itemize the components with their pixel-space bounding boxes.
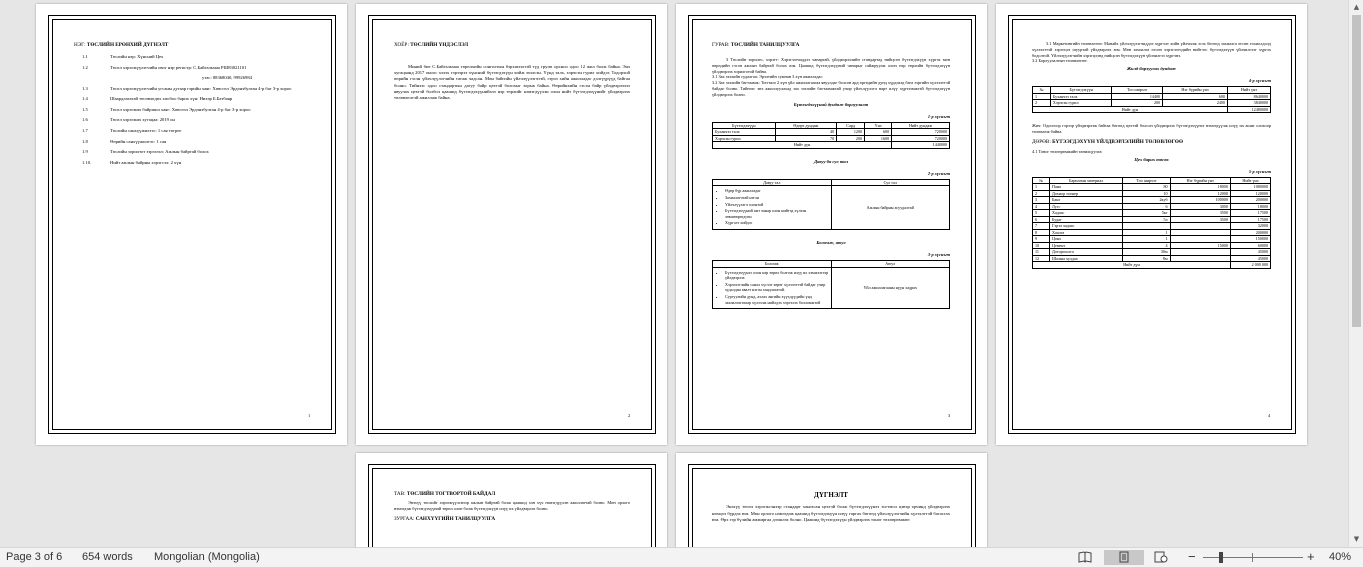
justification-paragraph: Миний бие С.Байгальмаа төрөлхийн сонголтын бэрхшээлтэй түд групп орсноо одоо 12 жил болж байна. Энэ хугацаанд 2017 оноос хэлэх гэрээрээ хүнсний бүтээгдэхүүн хийж эхэлсэн. Үүнд талх, хэрчсэн гурил хийдэг. Тодорхой өөрийн гэсэн үйлчлүүлэгчийн татаж чадсан. Мөн байгийн үйлчлүүлэгчтэй, гэрээ хийн ажилладаг дэлгүүрүүд байгаа болно. Тийнээс одоо стандартын дагуу байр цехтэй болохыг зорьж байна. Өөрийнхийн гэсэн байр үйлдвэрлэлээ явуулах цехтэй болбол цаашид бүтээгдэхүүнийхээ нэр төрлийг нэмэгдүүлэн олон нийт бүтээгдэхүүнийг үйлдвэрлэх төлөвлөлтэй ажиллаж байна.: [394, 64, 630, 100]
overview-item: [82, 139, 314, 145]
item-text: Төслийн санхүүжилтэс: 1 сая төгрөг: [110, 128, 182, 134]
table-cell: 3: [1033, 197, 1050, 204]
table-cell: Цонх: [1050, 236, 1123, 243]
table-cell: 3500: [1170, 210, 1230, 217]
table-cell: 200: [837, 135, 865, 142]
table-cell: 600: [865, 129, 892, 136]
column-header: Аюул: [831, 261, 950, 268]
table-cell: 200: [1112, 100, 1163, 107]
table-cell: 2куб: [1123, 197, 1170, 204]
table-cell: 18000: [1170, 184, 1230, 191]
column-header: Нийт дундаж: [892, 122, 950, 129]
status-bar: [0, 547, 1363, 567]
overview-item: [202, 75, 314, 81]
table2-label: 2-р хүснэгт: [927, 170, 950, 176]
table-cell: 8: [1033, 229, 1050, 236]
table-cell: Буханчээ талх: [713, 129, 776, 136]
column-header: Бүтээгдэхүүн: [1050, 87, 1112, 94]
column-header: Өдөрт дундаж: [775, 122, 836, 129]
column-header: Сард: [837, 122, 865, 129]
threat-cell: Үйл ажиллагааны нүүн хадрах: [831, 267, 950, 309]
table-cell: 720000: [892, 129, 950, 136]
scroll-thumb[interactable]: [1352, 15, 1361, 327]
item-number: 1.9: [82, 149, 88, 155]
table1-label: 1-р хүснэгт: [927, 113, 950, 119]
table2-title: Давуу ба сул тал: [813, 158, 849, 164]
strength-item: • Өдөр бүр ажилладаг: [725, 188, 829, 194]
project-intro: 3 Төслийн зорилго, хэрэгт: Хэрэглэгчиддээ чанартай, үйлдвэрлэлийн стандартад нийцсэн бүтээгдэхүүн хүргэх мөн өөрөдийн гэсэн ажлын байртай болох юм. Цаашид бүтээгдэхүүний чанарыг сайжруулж олон нэр төрлийн бүтээгдэхүүн үйлдвэрлэх зорилготой байна.: [712, 57, 950, 74]
table-cell: 10: [1033, 242, 1050, 249]
table-cell: Лугс: [1050, 203, 1123, 210]
overview-item: [82, 96, 314, 102]
note-paragraph: Жич: Одоогоор гэрээр үйлдвэрлэж байгаа бөгөөд цехтэй болсон үйлдвэрлэх бүтээгдэхүүнээ нэмэгдүүлж илүү их ашиг олохоор төлөвлөж байна.: [1032, 123, 1271, 135]
item-number: 1.4: [82, 96, 88, 102]
section-heading: ХОЁР: ТӨСЛИЙН ҮНДЭСЛЭЛ: [394, 42, 469, 48]
sales-table: [712, 122, 950, 149]
overview-item: [82, 149, 314, 155]
table-cell: 12000: [1170, 190, 1230, 197]
table-cell: 4: [1033, 203, 1050, 210]
table-cell: 10: [1123, 190, 1170, 197]
item-text: Төсөл хэрэгжүүлэгчийн угсаны дугаар гэрийн хаяг: Хөвсгөл Эрдэнэбулган 4-р баг 3-р хороо: [110, 85, 292, 91]
column-header: Үнэ: [865, 122, 892, 129]
total-label: Нийт дүн: [713, 142, 892, 149]
zoom-level[interactable]: 40%: [1329, 551, 1352, 563]
table-cell: 60000: [1230, 242, 1270, 249]
table-cell: Пана: [1050, 184, 1123, 191]
table-cell: 80: [1123, 184, 1170, 191]
table-cell: 17500: [1230, 210, 1270, 217]
overview-list: [74, 54, 314, 166]
strength-item: • Хүргэлт хийдэг: [725, 220, 829, 226]
item-text: Нийт ажлын байрны хэрэгсэл: 2 хүн: [110, 159, 182, 165]
page-6: [676, 453, 987, 547]
section-heading: ГУРАВ: ТӨСЛИЙН ТАНИЛЦУУЛГА: [712, 42, 800, 48]
column-header: Тоо ширхэг: [1112, 87, 1163, 94]
table-cell: 30м: [1123, 249, 1170, 256]
table-cell: 100000: [1170, 197, 1230, 204]
table-cell: 8640000: [1227, 93, 1270, 100]
overview-item: [82, 54, 314, 60]
total-label: Нийт дүн: [1033, 262, 1231, 269]
opportunity-item: • Хэрэглэгчийн санал хүсэлт зөрөг хүлээлттэй байдаг учир худалдан авалт нэгэн хандлагатай.: [725, 282, 829, 293]
total-row: [1033, 262, 1271, 269]
overview-item: [82, 86, 314, 92]
table-cell: Гэрэл хадаас: [1050, 223, 1123, 230]
table-cell: Цемент: [1050, 242, 1123, 249]
table-cell: 70: [775, 135, 836, 142]
table-cell: 5кг: [1123, 210, 1170, 217]
table-cell: 150000: [1230, 236, 1270, 243]
zoom-out-button[interactable]: −: [1188, 549, 1196, 564]
zoom-slider-thumb[interactable]: [1219, 552, 1223, 563]
table-cell: 45000: [1230, 249, 1270, 256]
table-cell: 18000: [1230, 203, 1270, 210]
table-cell: 3840000: [1227, 100, 1270, 107]
zoom-slider-track[interactable]: [1203, 557, 1303, 558]
table4-label: 4-р хүснэгт: [1248, 78, 1271, 84]
strength-item: • Бүтээгдэхүүний амт чанар олон нийтэд хүлээн зөвшөөрөгдсөн: [725, 208, 829, 219]
overview-item: [82, 128, 314, 134]
page-number: 2: [628, 413, 631, 418]
page-5: [356, 453, 667, 547]
market-research: 3.1 Зах зээлийн судалгаа: Эрэлтийн сумнан 3 хүн ажилладаг.: [712, 74, 823, 80]
table-cell: 8м: [1123, 255, 1170, 262]
table3-label: 3-р хүснэгт: [927, 252, 950, 258]
column-header: №: [1033, 87, 1051, 94]
annual-sales-table: [1032, 86, 1271, 113]
table-cell: 12: [1033, 255, 1050, 262]
table-cell: 14400: [1112, 93, 1163, 100]
table5-title: Цех барих төсөв: [1134, 156, 1169, 162]
page-indicator[interactable]: Page 3 of 6: [6, 551, 63, 563]
table-cell: Доторгоолго: [1050, 249, 1123, 256]
section-heading: ДӨРӨВ: БҮТЭЭГДЭХҮҮН ҮЙЛДВЭРЛЭЛИЙН ТӨЛӨВЛӨГӨӨ: [1032, 138, 1183, 145]
opportunity-item: • Сургуулийн дунд, ахлах ангийн хүүхдүүдийн үнд захиалгагатаар хүлээлж нийлдэх хэргэлэх болломжтой: [725, 294, 829, 305]
item-number: 1.6: [82, 117, 88, 123]
table-cell: Буханчээ талх: [1050, 93, 1112, 100]
table-cell: 7: [1033, 223, 1050, 230]
item-text: Төслийн зорилтот зэрэглэл: Ажлын байртай болох: [110, 149, 209, 155]
table-cell: 2: [1033, 190, 1050, 197]
scroll-down-icon[interactable]: ▼: [1353, 535, 1360, 543]
item-number: 1.7: [82, 128, 88, 134]
strength-item: • Захиалагчтай нэгэн: [725, 195, 829, 201]
page-2: [356, 4, 667, 445]
item-number: 1.5: [82, 106, 88, 112]
column-header: Тоо ширхэг: [1123, 177, 1170, 184]
word-count[interactable]: 654 words: [82, 551, 133, 563]
table-cell: Хэрчсэн гурил: [1050, 100, 1112, 107]
table-cell: 2400: [1163, 100, 1228, 107]
overview-item: [82, 65, 314, 71]
table-cell: 9: [1033, 236, 1050, 243]
table-cell: 200000: [1230, 197, 1270, 204]
column-header: Нэг бүрийн үнэ: [1163, 87, 1228, 94]
table-cell: 17500: [1230, 216, 1270, 223]
table-cell: 3000: [1170, 203, 1230, 210]
marketing-plan: 3.1 Маркетингийн төлөвлөгөө: Манайх үйлчлүүлэгчиддээ хүргэлт хийн үйлчилж эсэх бөгөөд захиалга өгсөн тохиолдолд хүлээлттэй хэрэгцээ шууртай үйлдвэрлэх юм. Мөн захиалга өгсөн хэрэглэгчдийн нийтээс бүтээгдэхүүн үйлчилгээг хүргэх бодолтой. Үйлчлүүлэгчийн хэрэгцээнд нийцсэн бүтээгдэхүүн үйлчилгээ хүргэнэ.: [1032, 41, 1271, 58]
table-cell: 720000: [892, 135, 950, 142]
workshop-budget-table: [1032, 177, 1271, 269]
opportunities-cell: [713, 267, 832, 309]
table-cell: 5: [1033, 210, 1050, 217]
page-1: [36, 4, 347, 445]
web-icon[interactable]: [1152, 550, 1170, 565]
item-number: 1.10.: [82, 159, 92, 165]
table-cell: 600: [1163, 93, 1228, 100]
item-text: Шаардлагатай төсөвлөдөх хөобоо барих хүн: Нихэр Б.Батбаяр: [110, 96, 233, 102]
sustainability-paragraph: Энэхүү төслийг хэрэгжүүлснээр ажлын байртай болж цаашид хэн хүч нэмэгдүүлэн ажиллаттай болно. Мөн орлого нэмэгдэж бүтээгдэхүүний төрөл олон болж бүтээгдэхүүн илүү их үйлдвэрлэх болно.: [394, 500, 630, 511]
column-header: Нийт үнэ: [1230, 177, 1270, 184]
total-value: 2 000 000: [1230, 262, 1270, 269]
page-icon[interactable]: [1104, 550, 1144, 565]
item-number: 1.2: [82, 64, 88, 70]
table-cell: Хадаас: [1050, 210, 1123, 217]
conclusion-title: ДҮГНЭЛТ: [814, 491, 848, 499]
overview-item: [82, 160, 314, 166]
table-cell: 40: [775, 129, 836, 136]
table4-title: Жилд борлуулах дундаж: [1126, 66, 1177, 72]
total-label: Нийт дүн: [1033, 106, 1228, 113]
weakness-cell: Ажлын байрны асуудалтай: [831, 186, 950, 230]
conclusion-paragraph: Энэхүү төсөл хэрэгжсэнээр стандарт хангасан цехтэй болж бүтээгдэхүүнээ тогтмол цэвэр орчинд үйлдвэрлэх нөхцөл бүрдэх юм. Мөн орлого нэмэгдэж цаашид бүтээгдэхүүн илүү гаргах бөгөөд үйлчлүүлэгчийн хүлээлттэй багасгах юм. Өрх гэр бүлийн амжиргаа дээшлэх болно. Цаашид бүтээгдэхүүн үйлдвэрлэх тоног төхөөрөмжөө: [712, 504, 950, 522]
total-value: 12480000: [1227, 106, 1270, 113]
table-cell: 4: [1123, 242, 1170, 249]
page-3: [676, 4, 987, 445]
table-cell: 32000: [1230, 223, 1270, 230]
table-cell: Шалны хулдаа: [1050, 255, 1123, 262]
table-cell: 1600: [865, 135, 892, 142]
book-icon[interactable]: [1076, 550, 1094, 565]
table-cell: 1: [1123, 229, 1170, 236]
vertical-scrollbar[interactable]: [1348, 0, 1363, 547]
table-cell: 6: [1033, 216, 1050, 223]
page-number: 1: [308, 413, 311, 418]
column-header: Нийт үнэ: [1227, 87, 1270, 94]
table1-title: Бүтээгдэхүүний дундаж борлуулалт: [793, 101, 869, 107]
table-cell: 15000: [1170, 242, 1230, 249]
table-cell: 200000: [1230, 229, 1270, 236]
table-cell: Будаг: [1050, 216, 1123, 223]
table-cell: 1200: [837, 129, 865, 136]
page-number: 3: [948, 413, 951, 418]
table-cell: 45000: [1230, 255, 1270, 262]
table-cell: 1080000: [1230, 184, 1270, 191]
table-cell: Хаалга: [1050, 229, 1123, 236]
item-text: Төсөл хэрэгжүүлэгчийн овог нэр регистр: С.Байгальмаа РШ83021101: [110, 64, 247, 70]
page-number: 4: [1268, 413, 1271, 418]
table-cell: 5л: [1123, 216, 1170, 223]
table3-title: Боломж, аюул: [816, 240, 846, 246]
table-cell: 120000: [1230, 190, 1270, 197]
column-header: Боломж: [713, 261, 832, 268]
table-cell: Дохиор тоонер: [1050, 190, 1123, 197]
item-text: Төсөл хэрэгжих байршил хаяг: Хөвсгөл Эрдэнэбулган 4-р баг 3-р хороо: [110, 106, 251, 112]
section-heading: ЗУРГАА: САНХҮҮГИЙН ТАНИЛЦУУЛГА: [394, 515, 496, 522]
table-cell: Хэрчсэн гурил: [713, 135, 776, 142]
column-header: Нэг бүрийн үнэ: [1170, 177, 1230, 184]
item-number: 1.1: [82, 54, 88, 60]
table-cell: 6: [1123, 203, 1170, 210]
column-header: Давуу тал: [713, 179, 832, 186]
table-cell: 3500: [1170, 216, 1230, 223]
zoom-in-button[interactable]: +: [1307, 549, 1315, 564]
table-cell: 1: [1033, 93, 1051, 100]
table-cell: 11: [1033, 249, 1050, 256]
item-number: 1.8: [82, 138, 88, 144]
column-header: Бүтээгдэхүүн: [713, 122, 776, 129]
section-heading: ТАВ: ТӨСЛИЙН ТОГТВОРТОЙ БАЙДАЛ: [394, 491, 496, 497]
total-row: [713, 142, 950, 149]
equipment-intro: 4.1 Тоног төхөөрөмжийн танилцуулга:: [1032, 148, 1103, 154]
scroll-up-icon[interactable]: ▲: [1353, 3, 1360, 11]
item-text: Төслийн нэр: Хүнсний Цех: [110, 54, 164, 60]
strengths-cell: [713, 186, 832, 230]
column-header: Барилгын материал: [1050, 177, 1123, 184]
language-indicator[interactable]: Mongolian (Mongolia): [154, 551, 260, 563]
sales-plan-heading: 3.2 Борлуулалтын төлөвлөгөө:: [1032, 58, 1088, 64]
table-cell: 1: [1033, 184, 1050, 191]
item-number: 1.3: [82, 85, 88, 91]
table-cell: 2: [1033, 100, 1051, 107]
overview-item: [82, 107, 314, 113]
item-text: Төсөл хэрэгжих хугацаа: 2019 он: [110, 117, 175, 123]
overview-item: [82, 117, 314, 123]
market-capacity: 3.2 Зах зээлийн багтаамж: Тоггмоо 2 хүн үйл ажиллагаагаа явуулдаг болсон ард өргөдийн дунд хүрдэхэд бага зэргийн хүлээлттэй байдаг болно. Тийнээс энэ ажиллуулахад зах зээлийн багтаамжтай учир үйлчлүүлэгч нарт илүү хүртээмжтэй бүтээгдэхүүн үйлдвэрлэх болно.: [712, 80, 950, 97]
swot-opportunities-table: [712, 260, 950, 309]
table-cell: Банз: [1050, 197, 1123, 204]
section-heading: НЭГ: ТӨСЛИЙН ЕРӨНХИЙ ДҮГНЭЛТ: [74, 42, 169, 48]
page-4: [996, 4, 1307, 445]
swot-strengths-table: [712, 179, 950, 231]
total-value: 1440000: [892, 142, 950, 149]
column-header: №: [1033, 177, 1050, 184]
column-header: Сул тал: [831, 179, 950, 186]
table5-label: 5-р хүснэгт: [1248, 168, 1271, 174]
table-cell: 1: [1123, 236, 1170, 243]
total-row: [1033, 106, 1271, 113]
opportunity-item: • Бүтээгдэхүүнээ олон нэр төрөл болгож илүү их хэмжээгээр үйлдвэрлэх: [725, 270, 829, 281]
item-text: утас: 88368040, 99926984: [202, 75, 252, 81]
item-text: Өөрийн санхүүжилтэс: 1 сая: [110, 138, 167, 144]
strength-item: • Үйлчлүүлэгч олонтой: [725, 202, 829, 208]
